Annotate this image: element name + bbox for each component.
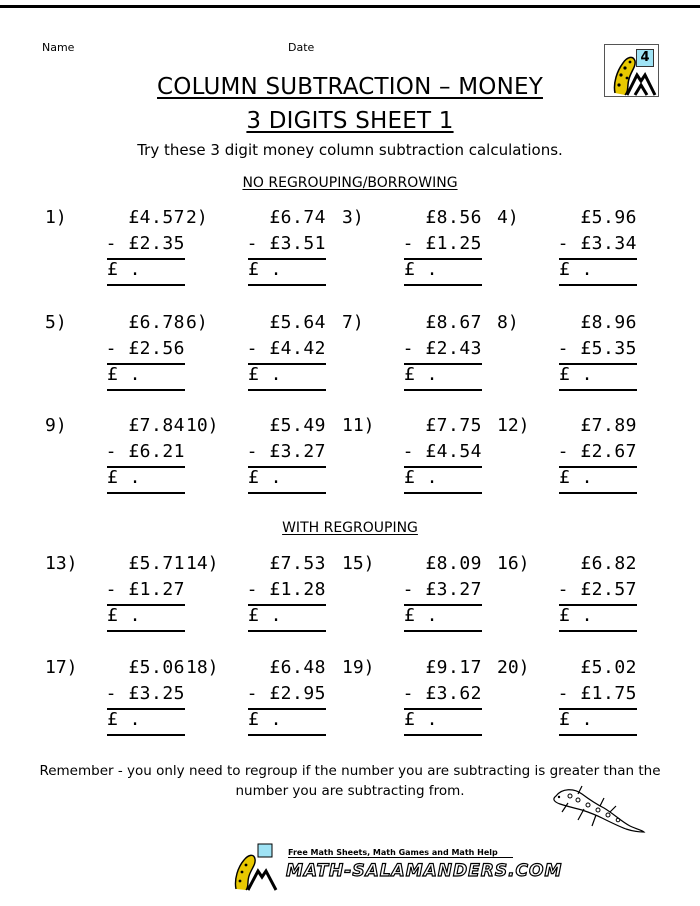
answer-blank[interactable]: £ .: [248, 605, 283, 626]
footer-tagline: Free Math Sheets, Math Games and Math Help: [288, 848, 498, 857]
problem: [186, 312, 326, 392]
problem: [342, 657, 482, 737]
problem: [45, 553, 185, 633]
problem: [497, 312, 637, 392]
problem: [342, 415, 482, 495]
answer-blank[interactable]: £ .: [404, 709, 439, 730]
subtrahend: - £2.95: [246, 683, 326, 704]
answer-blank[interactable]: £ .: [107, 467, 142, 488]
remember-note: Remember - you only need to regroup if the number you are subtracting is greater than the number you are subtracting from.: [39, 763, 661, 799]
salamander-icon: [548, 782, 648, 838]
answer-rule-bottom: [107, 389, 185, 391]
subtrahend: - £3.51: [246, 233, 326, 254]
answer-blank[interactable]: £ .: [404, 605, 439, 626]
footer-brand: [228, 843, 563, 891]
title-line-2: 3 DIGITS SHEET 1: [246, 108, 454, 134]
problem-number: 6): [186, 312, 208, 333]
answer-blank[interactable]: £ .: [107, 364, 142, 385]
problem: [45, 312, 185, 392]
subtrahend: - £2.57: [557, 579, 637, 600]
minuend: £5.06: [128, 657, 185, 678]
answer-rule-bottom: [107, 734, 185, 736]
answer-rule-bottom: [107, 630, 185, 632]
minuend: £5.02: [580, 657, 637, 678]
answer-blank[interactable]: £ .: [559, 709, 594, 730]
problem-number: 9): [45, 415, 67, 436]
subtrahend: - £3.27: [246, 441, 326, 462]
minuend: £4.57: [128, 207, 185, 228]
subtrahend: - £2.67: [557, 441, 637, 462]
answer-blank[interactable]: £ .: [107, 259, 142, 280]
answer-blank[interactable]: £ .: [107, 605, 142, 626]
answer-rule-bottom: [248, 734, 326, 736]
subtrahend: - £5.35: [557, 338, 637, 359]
minuend: £7.84: [128, 415, 185, 436]
answer-blank[interactable]: £ .: [107, 709, 142, 730]
minuend: £8.96: [580, 312, 637, 333]
subtrahend: - £1.28: [246, 579, 326, 600]
section-heading-no-regrouping: NO REGROUPING/BORROWING: [242, 175, 458, 191]
minuend: £9.17: [425, 657, 482, 678]
answer-rule-bottom: [404, 630, 482, 632]
minuend: £5.96: [580, 207, 637, 228]
problem: [45, 207, 185, 287]
minuend: £6.74: [269, 207, 326, 228]
subtrahend: - £3.27: [402, 579, 482, 600]
answer-rule-bottom: [559, 734, 637, 736]
minuend: £6.78: [128, 312, 185, 333]
intro-text: Try these 3 digit money column subtraction calculations.: [137, 141, 563, 159]
minuend: £5.49: [269, 415, 326, 436]
problem: [45, 657, 185, 737]
problem: [497, 207, 637, 287]
answer-blank[interactable]: £ .: [559, 605, 594, 626]
problem-number: 8): [497, 312, 519, 333]
answer-blank[interactable]: £ .: [248, 467, 283, 488]
answer-blank[interactable]: £ .: [404, 259, 439, 280]
answer-rule-bottom: [404, 492, 482, 494]
minuend: £7.75: [425, 415, 482, 436]
subtrahend: - £6.21: [105, 441, 185, 462]
answer-rule-bottom: [248, 492, 326, 494]
footer-salamander-logo-icon: [228, 843, 284, 891]
footer-site-logo: MATH-SALAMANDERS.COM: [286, 861, 563, 881]
problem-number: 16): [497, 553, 530, 574]
answer-blank[interactable]: £ .: [559, 259, 594, 280]
minuend: £5.71: [128, 553, 185, 574]
problem-number: 3): [342, 207, 364, 228]
answer-rule-bottom: [107, 492, 185, 494]
problem: [497, 553, 637, 633]
answer-rule-bottom: [404, 389, 482, 391]
problem: [186, 553, 326, 633]
problem-number: 12): [497, 415, 530, 436]
answer-rule-bottom: [248, 630, 326, 632]
section-heading-with-regrouping: WITH REGROUPING: [282, 520, 418, 536]
subtrahend: - £3.25: [105, 683, 185, 704]
minuend: £6.48: [269, 657, 326, 678]
footer-divider: [288, 857, 513, 858]
subtrahend: - £1.25: [402, 233, 482, 254]
problem-number: 1): [45, 207, 67, 228]
subtrahend: - £2.56: [105, 338, 185, 359]
subtrahend: - £4.42: [246, 338, 326, 359]
problem: [186, 207, 326, 287]
top-rule: [0, 5, 700, 8]
answer-blank[interactable]: £ .: [248, 364, 283, 385]
answer-blank[interactable]: £ .: [248, 709, 283, 730]
problem-number: 13): [45, 553, 78, 574]
problem-number: 11): [342, 415, 375, 436]
subtrahend: - £1.27: [105, 579, 185, 600]
answer-rule-bottom: [559, 389, 637, 391]
problem-number: 17): [45, 657, 78, 678]
subtrahend: - £3.34: [557, 233, 637, 254]
answer-rule-bottom: [559, 630, 637, 632]
answer-rule-bottom: [248, 284, 326, 286]
problem-number: 20): [497, 657, 530, 678]
name-label: Name: [42, 41, 75, 54]
problem: [497, 657, 637, 737]
grade-badge: 4: [636, 49, 654, 67]
answer-rule-bottom: [404, 284, 482, 286]
answer-rule-bottom: [248, 389, 326, 391]
problem: [342, 553, 482, 633]
subtrahend: - £2.43: [402, 338, 482, 359]
minuend: £7.89: [580, 415, 637, 436]
subtrahend: - £2.35: [105, 233, 185, 254]
problem: [186, 415, 326, 495]
answer-rule-bottom: [404, 734, 482, 736]
problem-number: 14): [186, 553, 219, 574]
problem-number: 18): [186, 657, 219, 678]
problem: [342, 312, 482, 392]
answer-rule-bottom: [559, 492, 637, 494]
problem-number: 4): [497, 207, 519, 228]
problem: [45, 415, 185, 495]
problem-number: 19): [342, 657, 375, 678]
answer-blank[interactable]: £ .: [559, 364, 594, 385]
date-label: Date: [288, 41, 315, 54]
problem: [497, 415, 637, 495]
subtrahend: - £1.75: [557, 683, 637, 704]
answer-blank[interactable]: £ .: [404, 467, 439, 488]
title-line-1: COLUMN SUBTRACTION – MONEY: [157, 74, 543, 100]
answer-rule-bottom: [559, 284, 637, 286]
problem-number: 10): [186, 415, 219, 436]
minuend: £7.53: [269, 553, 326, 574]
problem-number: 15): [342, 553, 375, 574]
problem: [342, 207, 482, 287]
answer-blank[interactable]: £ .: [559, 467, 594, 488]
subtrahend: - £4.54: [402, 441, 482, 462]
minuend: £6.82: [580, 553, 637, 574]
minuend: £8.09: [425, 553, 482, 574]
problem-number: 7): [342, 312, 364, 333]
answer-blank[interactable]: £ .: [404, 364, 439, 385]
problem: [186, 657, 326, 737]
answer-rule-bottom: [107, 284, 185, 286]
problem-number: 2): [186, 207, 208, 228]
minuend: £5.64: [269, 312, 326, 333]
minuend: £8.56: [425, 207, 482, 228]
problem-number: 5): [45, 312, 67, 333]
subtrahend: - £3.62: [402, 683, 482, 704]
answer-blank[interactable]: £ .: [248, 259, 283, 280]
minuend: £8.67: [425, 312, 482, 333]
